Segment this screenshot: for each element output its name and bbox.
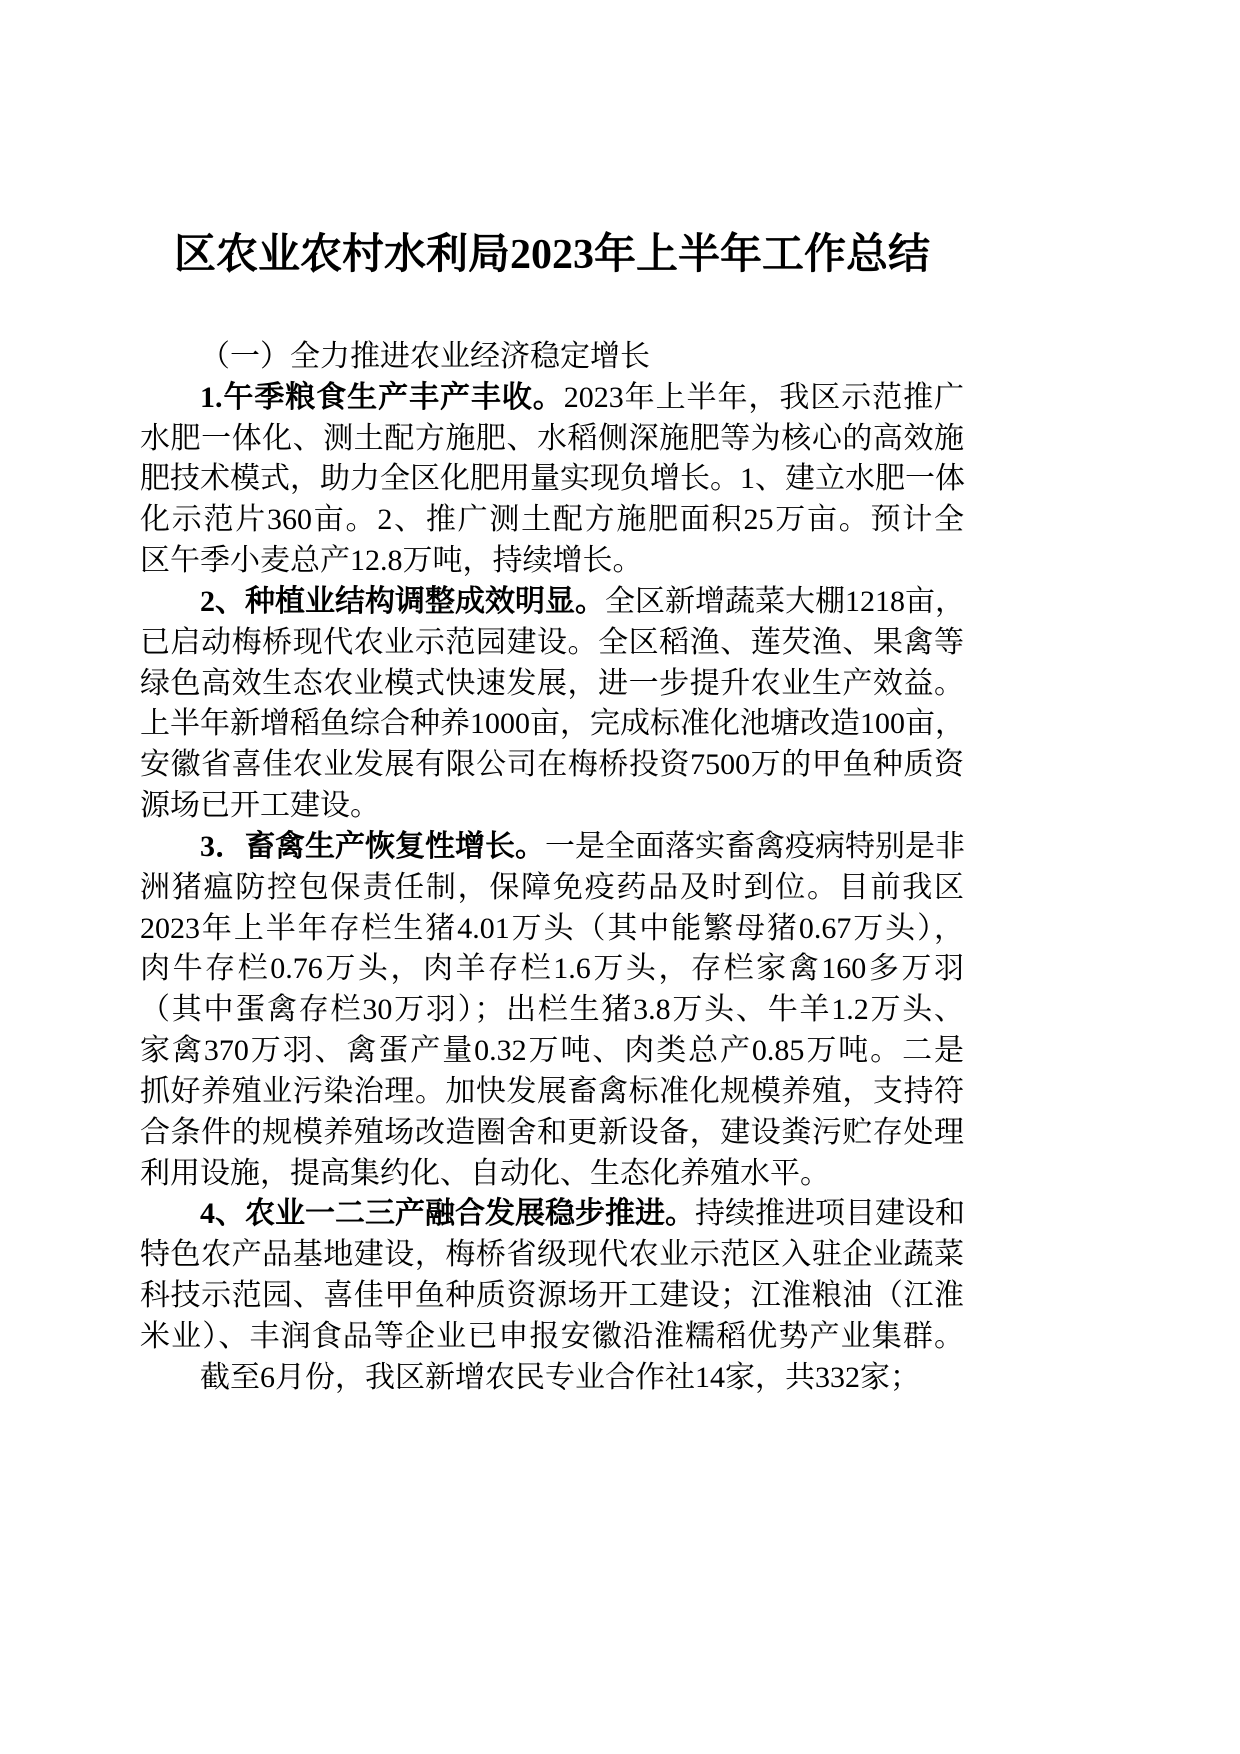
- paragraph-line: 利用设施，提高集约化、自动化、生态化养殖水平。: [140, 1156, 830, 1190]
- paragraph-line: 绿色高效生态农业模式快速发展，进一步提升农业生产效益。: [140, 666, 964, 700]
- paragraph-industry-integration: [140, 1194, 964, 1357]
- section-heading: （一）全力推进农业经济稳定增长: [200, 340, 650, 373]
- paragraph-line: 科技示范园、喜佳甲鱼种质资源场开工建设；江淮粮油（江淮: [140, 1279, 964, 1313]
- paragraph-line: 上半年新增稻鱼综合种养1000亩，完成标准化池塘改造100亩，: [140, 707, 965, 741]
- paragraph-line: [140, 1194, 964, 1235]
- paragraph-line: 特色农产品基地建设，梅桥省级现代农业示范区入驻企业蔬菜: [140, 1238, 964, 1272]
- paragraph-line: 家禽370万羽、禽蛋产量0.32万吨、肉类总产0.85万吨。二是: [140, 1034, 964, 1068]
- paragraph-lead: 3．畜禽生产恢复性增长。: [200, 829, 545, 863]
- paragraph-line-text: 2023年上半年，我区示范推广: [563, 380, 965, 414]
- paragraph-line: [140, 582, 964, 623]
- paragraph-grain-production: [140, 378, 964, 582]
- paragraph-line: 肉牛存栏0.76万头，肉羊存栏1.6万头，存栏家禽160多万羽: [140, 952, 964, 986]
- paragraph-line: 化示范片360亩。2、推广测土配方施肥面积25万亩。预计全: [140, 503, 964, 537]
- paragraph-line-text: 全区新增蔬菜大棚1218亩，: [605, 584, 965, 618]
- paragraph-line: [140, 378, 964, 419]
- paragraph-line: 抓好养殖业污染治理。加快发展畜禽标准化规模养殖，支持符: [140, 1074, 964, 1108]
- paragraph-line: 已启动梅桥现代农业示范园建设。全区稻渔、莲芡渔、果禽等: [140, 625, 964, 659]
- paragraph-line: 米业）、丰润食品等企业已申报安徽沿淮糯稻优势产业集群。: [140, 1319, 964, 1353]
- paragraph-lead: 2、种植业结构调整成效明显。: [200, 584, 605, 618]
- paragraph-planting-structure: [140, 582, 964, 827]
- paragraph-livestock-production: [140, 827, 964, 1194]
- paragraph-line: 截至6月份，我区新增农民专业合作社14家，共332家；: [200, 1360, 920, 1394]
- paragraph-line-text: 一是全面落实畜禽疫病特别是非: [545, 829, 965, 863]
- document-title: 区农业农村水利局2023年上半年工作总结: [173, 232, 930, 278]
- paragraph-line: 水肥一体化、测土配方施肥、水稻侧深施肥等为核心的高效施: [140, 421, 964, 455]
- paragraph-cooperatives: [140, 1358, 964, 1399]
- paragraph-lead: 1.午季粮食生产丰产丰收。: [200, 380, 564, 414]
- paragraph-line: 肥技术模式，助力全区化肥用量实现负增长。1、建立水肥一体: [140, 462, 965, 496]
- paragraph-line: 安徽省喜佳农业发展有限公司在梅桥投资7500万的甲鱼种质资: [140, 748, 964, 782]
- paragraph-line: （其中蛋禽存栏30万羽）；出栏生猪3.8万头、牛羊1.2万头、: [140, 993, 964, 1027]
- document-body: [140, 337, 964, 1399]
- paragraph-line: 洲猪瘟防控包保责任制，保障免疫药品及时到位。目前我区: [140, 870, 964, 904]
- paragraph-line: 合条件的规模养殖场改造圈舍和更新设备，建设粪污贮存处理: [140, 1115, 964, 1149]
- paragraph-line: [140, 827, 964, 868]
- paragraph-line-text: 持续推进项目建设和: [695, 1197, 965, 1231]
- paragraph-line: 区午季小麦总产12.8万吨，持续增长。: [140, 544, 643, 578]
- paragraph-line: 2023年上半年存栏生猪4.01万头（其中能繁母猪0.67万头），: [140, 911, 964, 945]
- paragraph-line: 源场已开工建设。: [140, 789, 380, 823]
- paragraph-lead: 4、农业一二三产融合发展稳步推进。: [200, 1197, 695, 1231]
